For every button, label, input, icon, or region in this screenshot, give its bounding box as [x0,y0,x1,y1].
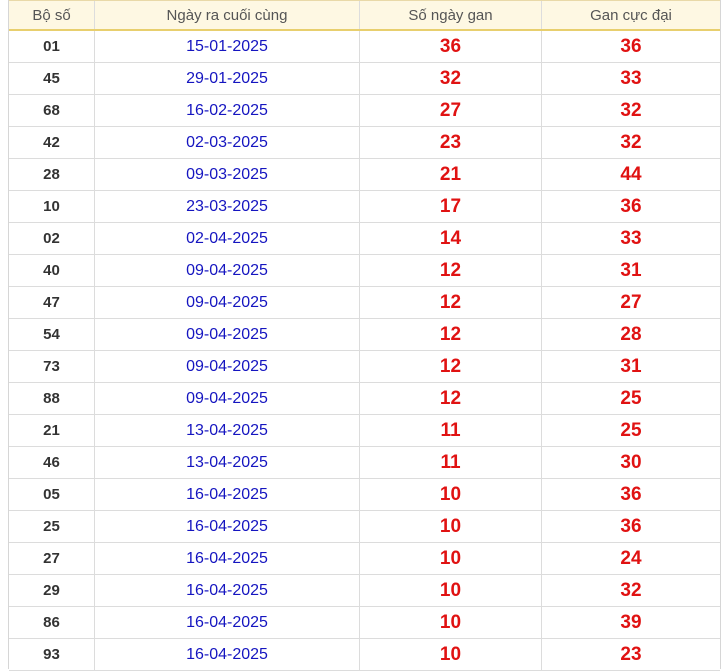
number-cell: 93 [9,639,95,670]
last-date-cell: 16-04-2025 [95,639,360,670]
max-gan-cell: 25 [620,419,642,441]
last-date-cell: 09-03-2025 [95,159,360,190]
last-date-cell: 16-04-2025 [95,575,360,606]
last-date-cell: 13-04-2025 [95,447,360,478]
number-cell: 29 [9,575,95,606]
last-date-cell: 13-04-2025 [95,415,360,446]
days-gan-cell: 10 [360,575,542,606]
number-cell: 01 [9,31,95,62]
number-cell: 46 [9,447,95,478]
days-gan-cell: 11 [360,415,542,446]
last-date-cell: 02-04-2025 [95,223,360,254]
days-gan-cell: 12 [360,319,542,350]
number-cell: 05 [9,479,95,510]
table-row [9,639,720,671]
number-cell: 02 [9,223,95,254]
max-gan-cell: 39 [620,611,642,633]
max-gan-cell: 28 [620,323,642,345]
number-cell: 42 [9,127,95,158]
last-date-cell: 15-01-2025 [95,31,360,62]
days-gan-cell: 23 [360,127,542,158]
number-cell: 47 [9,287,95,318]
number-cell: 73 [9,351,95,382]
table-row [9,159,720,191]
number-cell: 88 [9,383,95,414]
days-gan-cell: 10 [360,511,542,542]
max-gan-cell: 31 [620,355,642,377]
number-cell: 86 [9,607,95,638]
number-cell: 10 [9,191,95,222]
table-row [9,319,720,351]
number-cell: 40 [9,255,95,286]
last-date-cell: 09-04-2025 [95,287,360,318]
table-row [9,543,720,575]
number-cell: 21 [9,415,95,446]
header-last-date: Ngày ra cuối cùng [95,1,360,29]
table-row [9,127,720,159]
days-gan-cell: 17 [360,191,542,222]
max-gan-cell: 36 [620,195,642,217]
days-gan-cell: 21 [360,159,542,190]
max-gan-cell: 32 [620,579,642,601]
max-gan-cell: 36 [620,35,642,57]
table-row [9,575,720,607]
max-gan-cell: 24 [620,547,642,569]
max-gan-cell: 32 [620,99,642,121]
number-cell: 28 [9,159,95,190]
number-cell: 54 [9,319,95,350]
last-date-cell: 09-04-2025 [95,383,360,414]
number-cell: 68 [9,95,95,126]
days-gan-cell: 12 [360,351,542,382]
max-gan-cell: 30 [620,451,642,473]
days-gan-cell: 32 [360,63,542,94]
days-gan-cell: 12 [360,383,542,414]
table-header [9,0,720,31]
last-date-cell: 16-04-2025 [95,479,360,510]
last-date-cell: 29-01-2025 [95,63,360,94]
max-gan-cell: 27 [620,291,642,313]
last-date-cell: 16-02-2025 [95,95,360,126]
last-date-cell: 09-04-2025 [95,255,360,286]
table-row [9,511,720,543]
gan-statistics-table [8,0,721,669]
table-body [9,31,720,671]
last-date-cell: 16-04-2025 [95,607,360,638]
max-gan-cell: 36 [620,483,642,505]
table-row [9,95,720,127]
table-row [9,479,720,511]
table-row [9,351,720,383]
header-number: Bộ số [9,1,95,29]
last-date-cell: 09-04-2025 [95,319,360,350]
last-date-cell: 16-04-2025 [95,511,360,542]
table-row [9,191,720,223]
max-gan-cell: 33 [620,227,642,249]
table-row [9,447,720,479]
last-date-cell: 23-03-2025 [95,191,360,222]
table-row [9,287,720,319]
table-row [9,415,720,447]
days-gan-cell: 10 [360,479,542,510]
days-gan-cell: 10 [360,639,542,670]
table-row [9,383,720,415]
max-gan-cell: 44 [620,163,642,185]
table-row [9,255,720,287]
number-cell: 25 [9,511,95,542]
max-gan-cell: 23 [620,643,642,665]
table-row [9,607,720,639]
days-gan-cell: 12 [360,287,542,318]
number-cell: 27 [9,543,95,574]
days-gan-cell: 12 [360,255,542,286]
last-date-cell: 09-04-2025 [95,351,360,382]
days-gan-cell: 36 [360,31,542,62]
last-date-cell: 16-04-2025 [95,543,360,574]
header-max-gan: Gan cực đại [590,6,672,24]
header-days-gan: Số ngày gan [360,1,542,29]
days-gan-cell: 10 [360,543,542,574]
last-date-cell: 02-03-2025 [95,127,360,158]
days-gan-cell: 10 [360,607,542,638]
table-row [9,31,720,63]
max-gan-cell: 32 [620,131,642,153]
table-row [9,223,720,255]
days-gan-cell: 11 [360,447,542,478]
max-gan-cell: 36 [620,515,642,537]
max-gan-cell: 31 [620,259,642,281]
days-gan-cell: 27 [360,95,542,126]
max-gan-cell: 33 [620,67,642,89]
number-cell: 45 [9,63,95,94]
table-row [9,63,720,95]
days-gan-cell: 14 [360,223,542,254]
max-gan-cell: 25 [620,387,642,409]
